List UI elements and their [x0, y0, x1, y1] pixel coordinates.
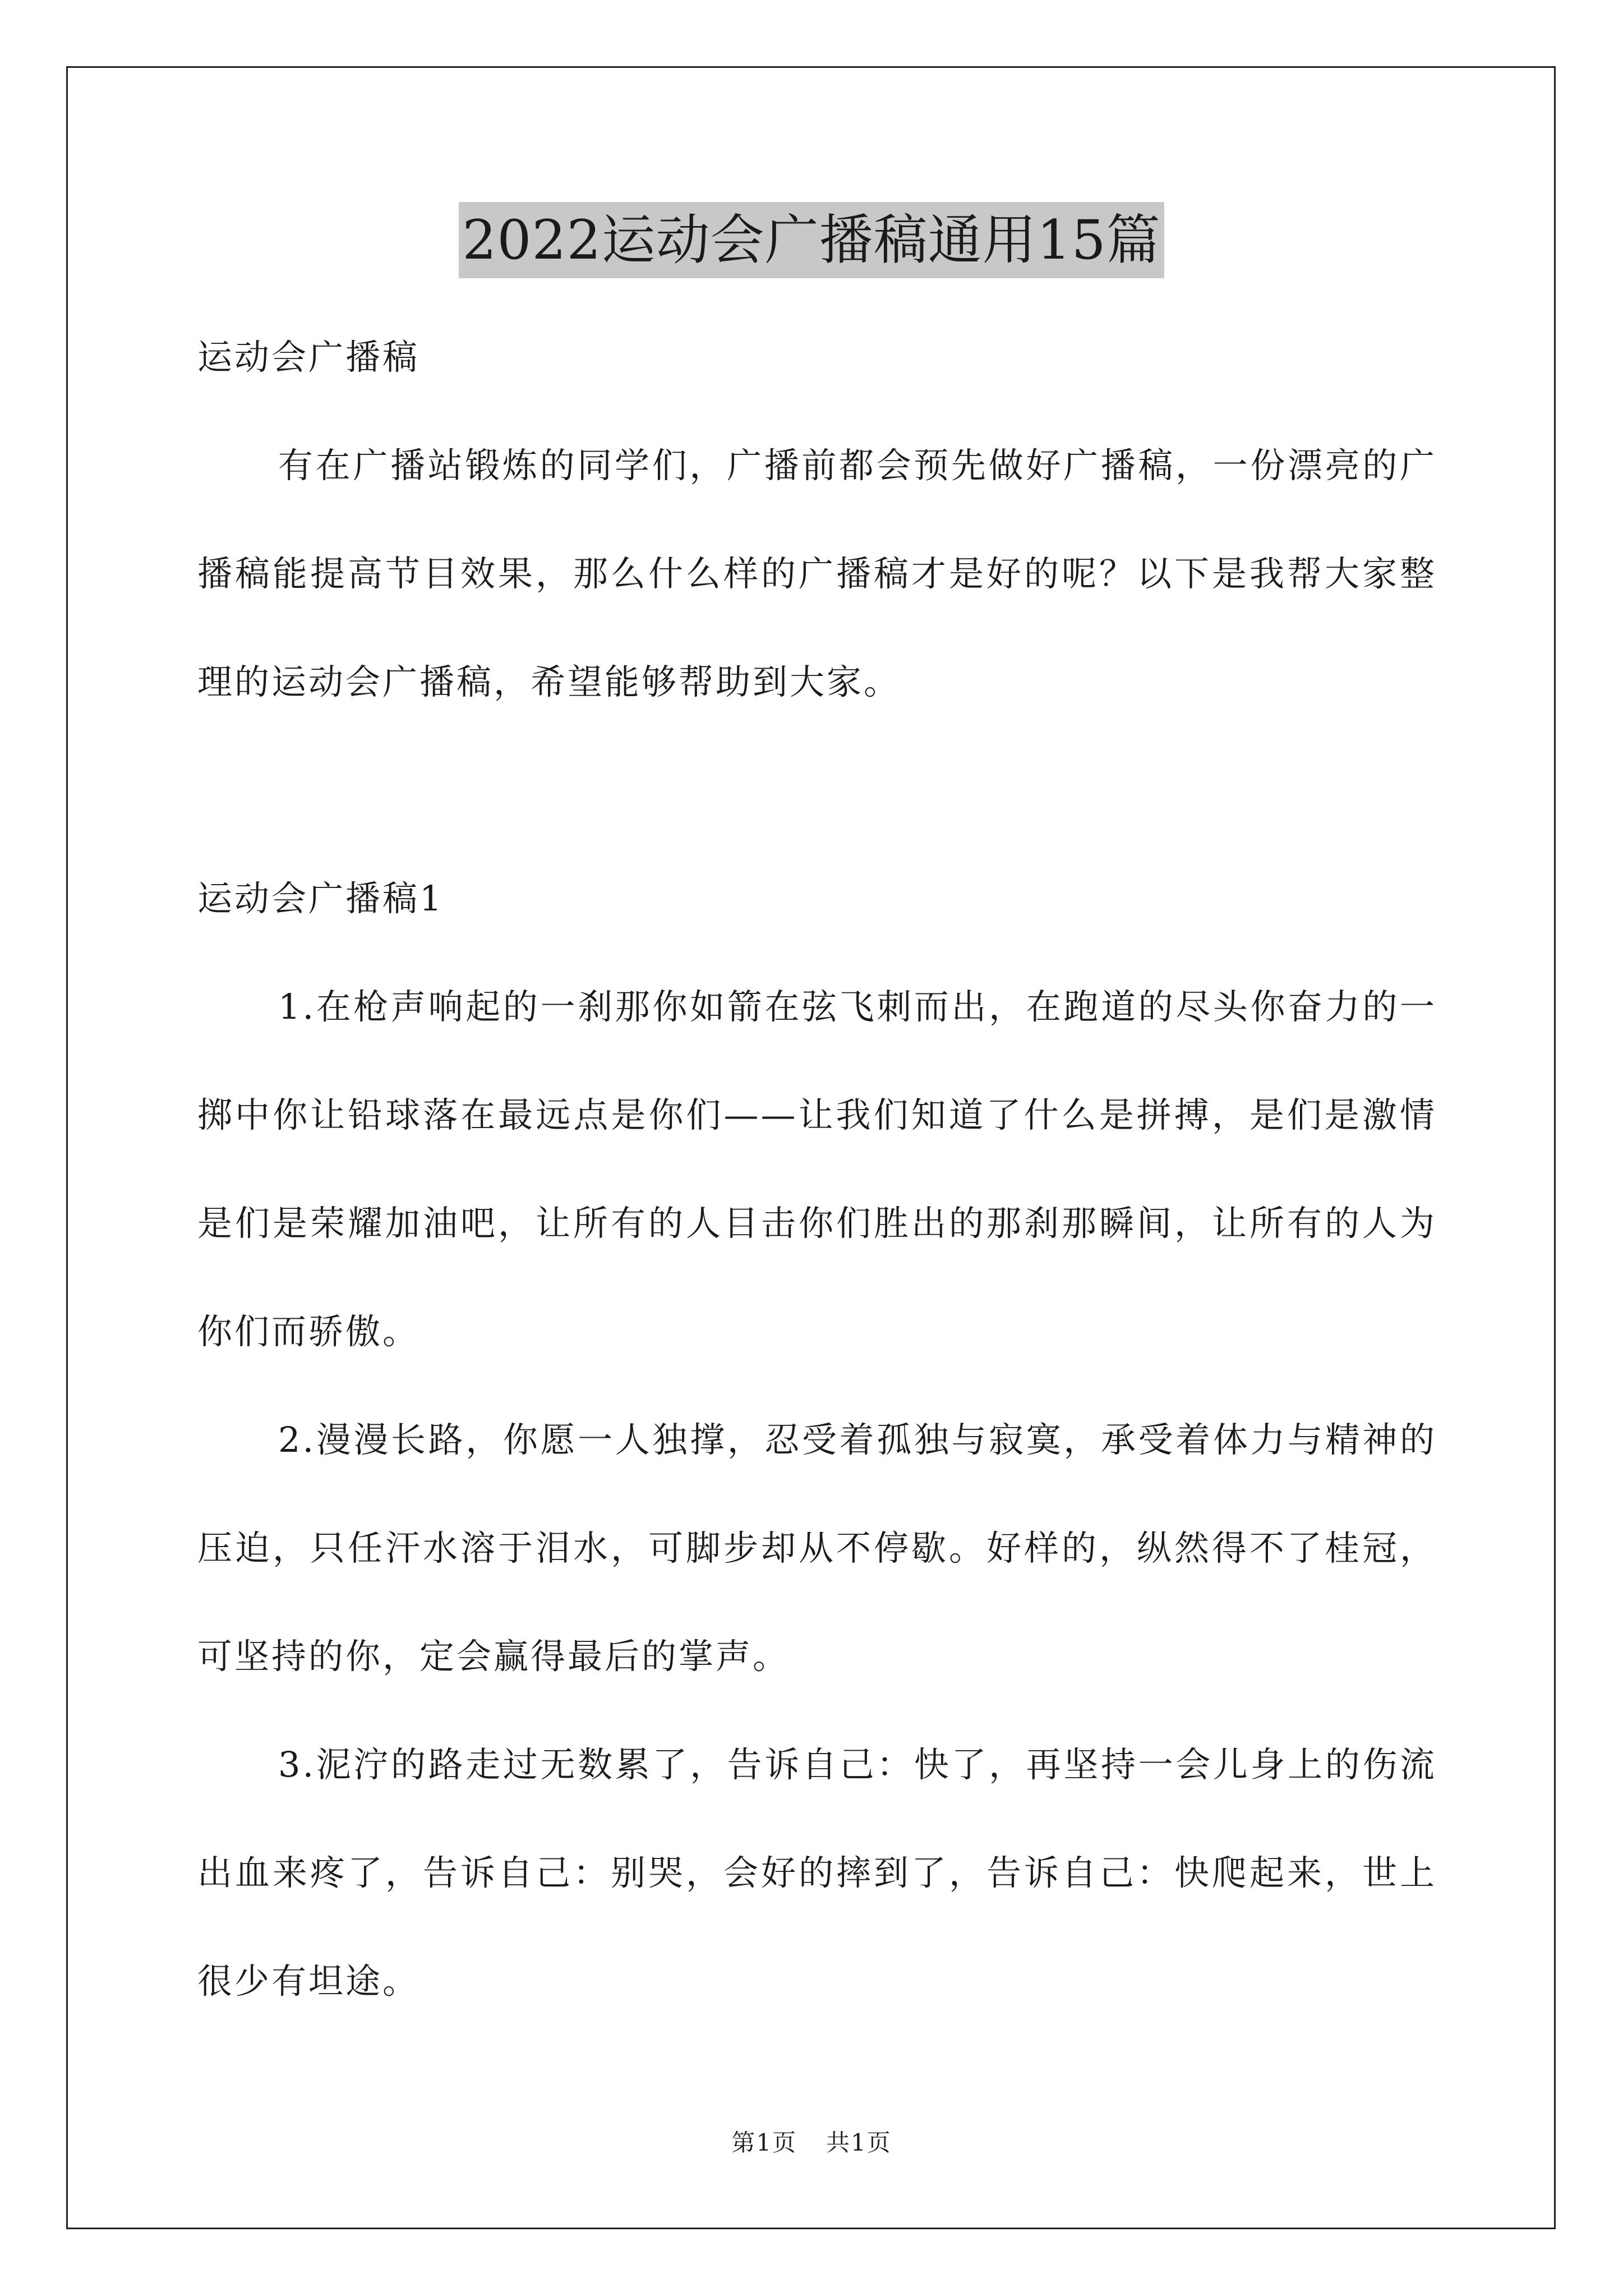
page-number: 第1页 [731, 2129, 797, 2156]
page-total: 共1页 [826, 2129, 892, 2156]
document-body [197, 303, 1437, 2035]
section-1-heading: 运动会广播稿1 [197, 878, 444, 919]
intro-heading: 运动会广播稿 [197, 337, 420, 378]
section-1-paragraph-1: 1.在枪声响起的一刹那你如箭在弦飞刺而出，在跑道的尽头你奋力的一掷中你让铅球落在最远点是你们——让我们知道了什么是拼搏，是们是激情是们是荣耀加油吧，让所有的人目击你们胜出的那刹那瞬间，让所有的人为你们而骄傲。 [197, 986, 1437, 1352]
title-container [0, 202, 1623, 278]
section-spacer [197, 736, 1437, 844]
section-1-paragraph-3: 3.泥泞的路走过无数累了，告诉自己：快了，再坚持一会儿身上的伤流出血来疼了，告诉自己：别哭，会好的摔到了，告诉自己：快爬起来，世上很少有坦途。 [197, 1744, 1437, 2001]
section-1-paragraph-2: 2.漫漫长路，你愿一人独撑，忍受着孤独与寂寞，承受着体力与精神的压迫，只任汗水溶于泪水，可脚步却从不停歇。好样的，纵然得不了桂冠，可坚持的你，定会赢得最后的掌声。 [197, 1419, 1437, 1677]
page-footer [0, 2126, 1623, 2160]
intro-paragraph: 有在广播站锻炼的同学们，广播前都会预先做好广播稿，一份漂亮的广播稿能提高节目效果，那么什么样的广播稿才是好的呢？以下是我帮大家整理的运动会广播稿，希望能够帮助到大家。 [197, 445, 1437, 702]
document-title: 2022运动会广播稿通用15篇 [459, 202, 1164, 278]
